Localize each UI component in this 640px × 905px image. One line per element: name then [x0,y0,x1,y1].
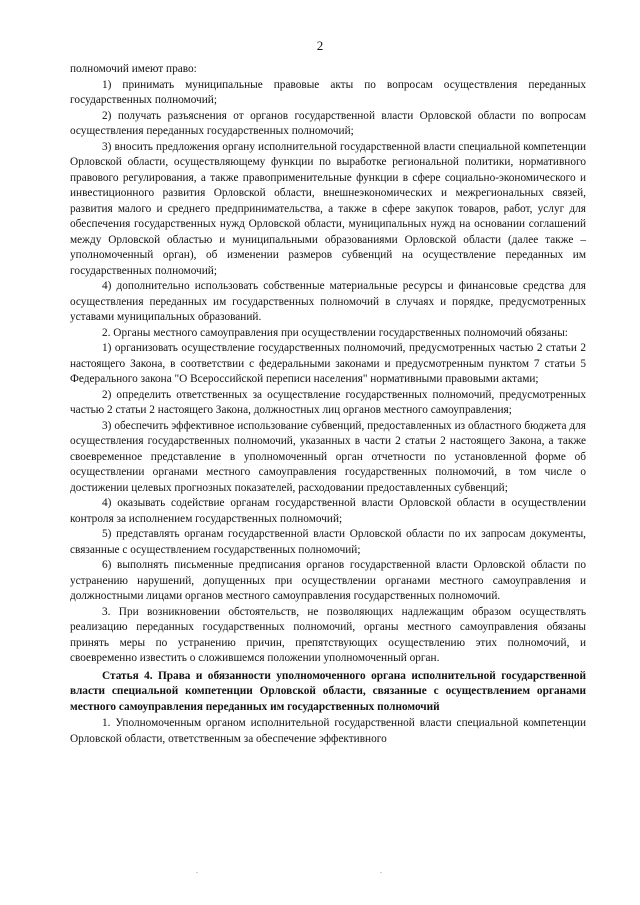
scan-dot [196,872,198,873]
paragraph: полномочий имеют право: [70,63,197,75]
paragraph: 1. Уполномоченным органом исполнительной государственной власти специальной компетенции Орловской области, ответственным за обеспечение эффективного [70,717,586,745]
paragraph: 1) принимать муниципальные правовые акты по вопросам осуществления переданных государственных полномочий; [70,78,586,106]
scan-dot [380,872,382,873]
paragraph: 3) вносить предложения органу исполнительной государственной власти специальной компетенции Орловской области, осуществляющему функции по выработке региональной политики, нормативного правового регулирования, а также правоприменительные функции в сфере социально-экономического и инвестиционного развития Орловской области, внешнеэкономических и межрегиональных связей, развития малого и среднего предпринимательства, а также в сфере закупок товаров, работ, услуг для обеспечения государственных нужд Орловской области, муниципальных нужд на основании соглашений между Орловской областью и муниципальными образованиями Орловской области (далее также – уполномоченный орган), об изменении размеров субвенций на осуществление переданных им государственных полномочий; [70,140,586,277]
paragraph: 4) оказывать содействие органам государственной власти Орловской области в осуществлении контроля за исполнением государственных полномочий; [70,497,586,525]
paragraph: 6) выполнять письменные предписания органов государственной власти Орловской области по устранению нарушений, допущенных при осуществлении органами местного самоуправления и должностными лицами органов местного самоуправления государственных полномочий. [70,559,586,602]
paragraph: 3. При возникновении обстоятельств, не позволяющих надлежащим образом осуществлять реализацию переданных государственных полномочий, органы местного самоуправления обязаны принять меры по устранению причин, препятствующих осуществлению этих полномочий, и своевременно известить о сложившемся положении уполномоченный орган. [70,605,586,664]
document-body [70,62,586,747]
paragraph: 4) дополнительно использовать собственные материальные ресурсы и финансовые средства для осуществления переданных им государственных полномочий в случаях и порядке, предусмотренных уставами муниципальных образований. [70,280,586,323]
paragraph: 3) обеспечить эффективное использование субвенций, предоставленных из областного бюджета для осуществления государственных полномочий, указанных в части 2 статьи 2 настоящего Закона, а также своевременное представление в уполномоченный орган отчетности по установленной форме об осуществлении органами местного самоуправления государственных полномочий, в том числе о достижении целевых прогнозных показателей, расходовании предоставленных субвенций; [70,419,586,494]
paragraph: 5) представлять органам государственной власти Орловской области по их запросам документы, связанные с осуществлением государственных полномочий; [70,528,586,556]
paragraph: 2) определить ответственных за осуществление государственных полномочий, предусмотренных частью 2 статьи 2 настоящего Закона, должностных лиц органов местного самоуправления; [70,388,586,416]
paragraph: 2. Органы местного самоуправления при осуществлении государственных полномочий обязаны: [102,326,568,339]
scan-artifacts [0,872,640,878]
page-number: 2 [316,38,324,53]
paragraph: 1) организовать осуществление государственных полномочий, предусмотренных частью 2 статьи 2 настоящего Закона, в соответствии с федеральными законами и предусмотренным пунктом 7 статьи 5 Федерального закона "О Всероссийской переписи населения" нормативными правовыми актами; [70,342,586,385]
paragraph: 2) получать разъяснения от органов государственной власти Орловской области по вопросам осуществления переданных государственных полномочий; [70,109,586,137]
article-heading: Статья 4. Права и обязанности уполномоченного органа исполнительной государственной власти специальной компетенции Орловской области, связанные с осуществлением органами местного самоуправления переданных им государственных полномочий [70,669,586,713]
